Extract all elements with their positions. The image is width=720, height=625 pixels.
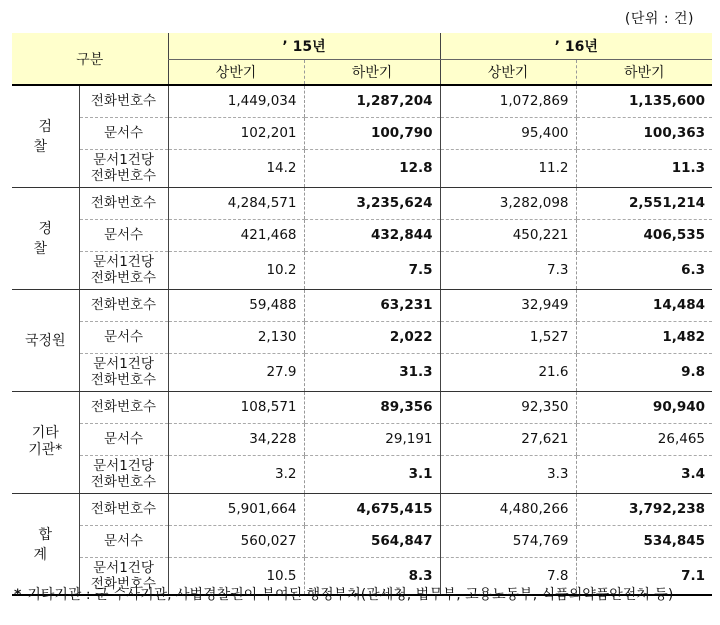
table-row bbox=[12, 289, 712, 321]
cell: 1,527 bbox=[440, 321, 576, 353]
header-2016-second-half: 하반기 bbox=[576, 59, 712, 85]
cell: 7.8 bbox=[440, 557, 576, 595]
cell: 9.8 bbox=[576, 353, 712, 391]
cell: 3,792,238 bbox=[576, 493, 712, 525]
cell: 4,480,266 bbox=[440, 493, 576, 525]
cell: 4,675,415 bbox=[304, 493, 440, 525]
header-2016-first-half: 상반기 bbox=[440, 59, 576, 85]
table-row bbox=[12, 525, 712, 557]
cell: 11.2 bbox=[440, 149, 576, 187]
row-label-per-doc: 문서1건당 전화번호수 bbox=[79, 353, 168, 391]
cell: 7.3 bbox=[440, 251, 576, 289]
cell: 3,282,098 bbox=[440, 187, 576, 219]
cell: 14.2 bbox=[168, 149, 304, 187]
table-row bbox=[12, 251, 712, 289]
row-label-phones: 전화번호수 bbox=[79, 85, 168, 117]
group-label-prosecution: 검 찰 bbox=[12, 85, 79, 187]
header-2015-second-half: 하반기 bbox=[304, 59, 440, 85]
footnote-marker: * bbox=[14, 587, 22, 603]
table-row bbox=[12, 391, 712, 423]
cell: 1,482 bbox=[576, 321, 712, 353]
row-label-docs: 문서수 bbox=[79, 423, 168, 455]
cell: 31.3 bbox=[304, 353, 440, 391]
header-year-2016: ’ 16년 bbox=[440, 33, 712, 59]
communication-data-table bbox=[12, 33, 712, 596]
row-label-docs: 문서수 bbox=[79, 117, 168, 149]
table-row bbox=[12, 493, 712, 525]
cell: 26,465 bbox=[576, 423, 712, 455]
unit-label: (단위 : 건) bbox=[624, 11, 694, 27]
cell: 21.6 bbox=[440, 353, 576, 391]
table-row bbox=[12, 353, 712, 391]
cell: 3.4 bbox=[576, 455, 712, 493]
cell: 6.3 bbox=[576, 251, 712, 289]
row-label-docs: 문서수 bbox=[79, 525, 168, 557]
cell: 11.3 bbox=[576, 149, 712, 187]
cell: 34,228 bbox=[168, 423, 304, 455]
cell: 1,072,869 bbox=[440, 85, 576, 117]
cell: 8.3 bbox=[304, 557, 440, 595]
row-label-per-doc: 문서1건당 전화번호수 bbox=[79, 557, 168, 595]
cell: 432,844 bbox=[304, 219, 440, 251]
row-label-phones: 전화번호수 bbox=[79, 391, 168, 423]
cell: 10.2 bbox=[168, 251, 304, 289]
cell: 2,022 bbox=[304, 321, 440, 353]
cell: 100,363 bbox=[576, 117, 712, 149]
cell: 2,551,214 bbox=[576, 187, 712, 219]
cell: 564,847 bbox=[304, 525, 440, 557]
table-row bbox=[12, 219, 712, 251]
cell: 12.8 bbox=[304, 149, 440, 187]
group-label-nis: 국정원 bbox=[12, 289, 79, 391]
cell: 534,845 bbox=[576, 525, 712, 557]
table-row bbox=[12, 117, 712, 149]
cell: 95,400 bbox=[440, 117, 576, 149]
cell: 32,949 bbox=[440, 289, 576, 321]
cell: 90,940 bbox=[576, 391, 712, 423]
cell: 27.9 bbox=[168, 353, 304, 391]
header-2015-first-half: 상반기 bbox=[168, 59, 304, 85]
cell: 1,135,600 bbox=[576, 85, 712, 117]
table-row bbox=[12, 85, 712, 117]
row-label-per-doc: 문서1건당 전화번호수 bbox=[79, 251, 168, 289]
cell: 108,571 bbox=[168, 391, 304, 423]
footnote-text: 기타기관 : 군 수사기관, 사법경찰권이 부여된 행정부처(관세청, 법무부, 고용노동부, 식품의약품안전처 등) bbox=[27, 587, 674, 603]
group-label-police: 경 찰 bbox=[12, 187, 79, 289]
row-label-docs: 문서수 bbox=[79, 219, 168, 251]
cell: 450,221 bbox=[440, 219, 576, 251]
cell: 7.1 bbox=[576, 557, 712, 595]
cell: 2,130 bbox=[168, 321, 304, 353]
cell: 10.5 bbox=[168, 557, 304, 595]
footnote bbox=[14, 584, 673, 604]
row-label-per-doc: 문서1건당 전화번호수 bbox=[79, 455, 168, 493]
cell: 1,449,034 bbox=[168, 85, 304, 117]
cell: 560,027 bbox=[168, 525, 304, 557]
row-label-per-doc: 문서1건당 전화번호수 bbox=[79, 149, 168, 187]
cell: 102,201 bbox=[168, 117, 304, 149]
cell: 100,790 bbox=[304, 117, 440, 149]
header-category: 구분 bbox=[12, 33, 168, 85]
cell: 3.1 bbox=[304, 455, 440, 493]
table-body bbox=[12, 85, 712, 595]
cell: 3.2 bbox=[168, 455, 304, 493]
group-label-total: 합 계 bbox=[12, 493, 79, 595]
cell: 29,191 bbox=[304, 423, 440, 455]
table-row bbox=[12, 423, 712, 455]
table-header bbox=[12, 33, 712, 85]
row-label-phones: 전화번호수 bbox=[79, 289, 168, 321]
table-row bbox=[12, 149, 712, 187]
cell: 89,356 bbox=[304, 391, 440, 423]
cell: 14,484 bbox=[576, 289, 712, 321]
table-row bbox=[12, 187, 712, 219]
row-label-phones: 전화번호수 bbox=[79, 187, 168, 219]
cell: 1,287,204 bbox=[304, 85, 440, 117]
cell: 59,488 bbox=[168, 289, 304, 321]
cell: 4,284,571 bbox=[168, 187, 304, 219]
cell: 574,769 bbox=[440, 525, 576, 557]
cell: 3,235,624 bbox=[304, 187, 440, 219]
cell: 27,621 bbox=[440, 423, 576, 455]
group-label-other-agencies: 기타 기관* bbox=[12, 391, 79, 493]
table-row bbox=[12, 455, 712, 493]
header-year-2015: ’ 15년 bbox=[168, 33, 440, 59]
cell: 3.3 bbox=[440, 455, 576, 493]
cell: 406,535 bbox=[576, 219, 712, 251]
cell: 421,468 bbox=[168, 219, 304, 251]
cell: 5,901,664 bbox=[168, 493, 304, 525]
table-row bbox=[12, 321, 712, 353]
cell: 92,350 bbox=[440, 391, 576, 423]
cell: 7.5 bbox=[304, 251, 440, 289]
row-label-phones: 전화번호수 bbox=[79, 493, 168, 525]
row-label-docs: 문서수 bbox=[79, 321, 168, 353]
cell: 63,231 bbox=[304, 289, 440, 321]
